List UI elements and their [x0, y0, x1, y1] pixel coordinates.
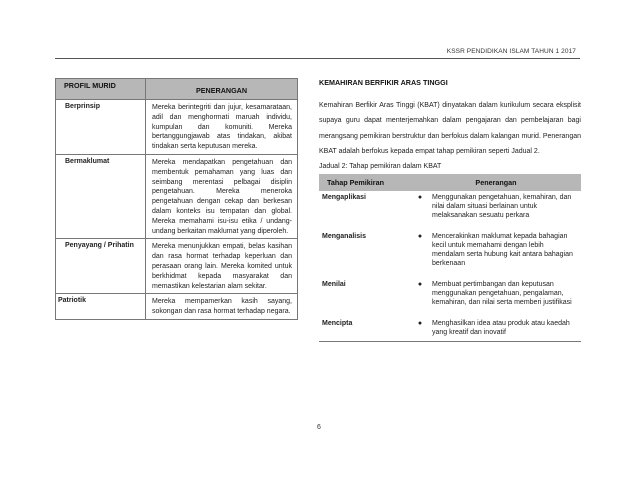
table-row	[56, 154, 298, 238]
page-number: 6	[317, 424, 321, 431]
kbat-paragraph: Kemahiran Berfikir Aras Tinggi (KBAT) dinyatakan dalam kurikulum secara eksplisit supaya guru dapat menterjemahkan dalam pengajaran dan pembelajaran bagi merangsang pemikiran berstruktur dan berfokus dalam kalangan murid. Penerangan KBAT adalah berfokus kepada empat tahap pemikiran seperti Jadual 2.	[319, 102, 581, 156]
column-header-penerangan: PENERANGAN	[146, 79, 298, 100]
table-row	[56, 294, 298, 320]
bullet-icon: ●	[411, 317, 426, 342]
table-header-row	[319, 174, 581, 191]
page-header: KSSR PENDIDIKAN ISLAM TAHUN 1 2017	[446, 48, 576, 55]
table-row	[319, 278, 581, 317]
table-row	[319, 191, 581, 230]
kbat-section	[319, 78, 581, 342]
table-row	[56, 100, 298, 155]
profil-description: Mereka menunjukkan empati, belas kasihan dan rasa hormat terhadap keperluan dan perasaan orang lain. Mereka komited untuk berkhidmat kepada masyarakat dan memastikan kelestarian alam sekitar.	[146, 239, 298, 294]
table-caption: Jadual 2: Tahap pemikiran dalam KBAT	[319, 162, 442, 170]
bullet-icon: ●	[417, 232, 423, 240]
bullet-icon: ●	[417, 193, 423, 201]
tahap-name: Menilai	[322, 280, 346, 288]
profil-name: Penyayang / Prihatin	[56, 239, 146, 294]
tahap-name: Menganalisis	[322, 232, 366, 240]
column-header-profil: PROFIL MURID	[56, 79, 146, 100]
table-row	[319, 317, 581, 342]
profil-description: Mereka mendapatkan pengetahuan dan membentuk pemahaman yang luas dan seimbang merentasi pelbagai disiplin pengetahuan. Mereka meneroka pengetahuan dengan cekap dan berkesan dalam konteks isu tempatan dan global. Mereka memahami isu-isu etika / undang-undang berkaitan maklumat yang diperoleh.	[146, 154, 298, 238]
tahap-description: Mencerakinkan maklumat kepada bahagian kecil untuk memahami dengan lebih mendalam serta hubung kait antara bahagian berkenaan	[432, 232, 573, 267]
kbat-table	[319, 174, 581, 342]
column-header-penerangan: Penerangan	[411, 174, 581, 191]
profil-murid-table	[55, 78, 298, 320]
tahap-description: Menggunakan pengetahuan, kemahiran, dan nilai dalam situasi berlainan untuk melaksanakan sesuatu perkara	[432, 193, 572, 219]
tahap-name: Mengaplikasi	[322, 193, 366, 201]
profil-name: Berprinsip	[56, 100, 146, 155]
table-row	[56, 239, 298, 294]
column-header-tahap: Tahap Pemikiran	[319, 174, 411, 191]
profil-description: Mereka mempamerkan kasih sayang, sokongan dan rasa hormat terhadap negara.	[146, 294, 298, 320]
tahap-description: Membuat pertimbangan dan keputusan menggunakan pengetahuan, pengalaman, kemahiran, dan nilai serta memberi justifikasi	[432, 280, 572, 306]
profil-description: Mereka berintegriti dan jujur, kesamarataan, adil dan menghormati maruah individu, kumpulan dan komuniti. Mereka bertanggungjawab atas tindakan, akibat tindakan serta keputusan mereka.	[146, 100, 298, 155]
table-header-row	[56, 79, 298, 100]
profil-name: Patriotik	[56, 294, 146, 320]
tahap-description: Menghasilkan idea atau produk atau kaedah yang kreatif dan inovatif	[426, 317, 581, 342]
profil-name: Bermaklumat	[56, 154, 146, 238]
header-divider	[55, 58, 580, 59]
table-row	[319, 230, 581, 278]
tahap-name: Mencipta	[319, 317, 411, 342]
bullet-icon: ●	[417, 280, 423, 288]
section-title: KEMAHIRAN BERFIKIR ARAS TINGGI	[319, 78, 448, 87]
